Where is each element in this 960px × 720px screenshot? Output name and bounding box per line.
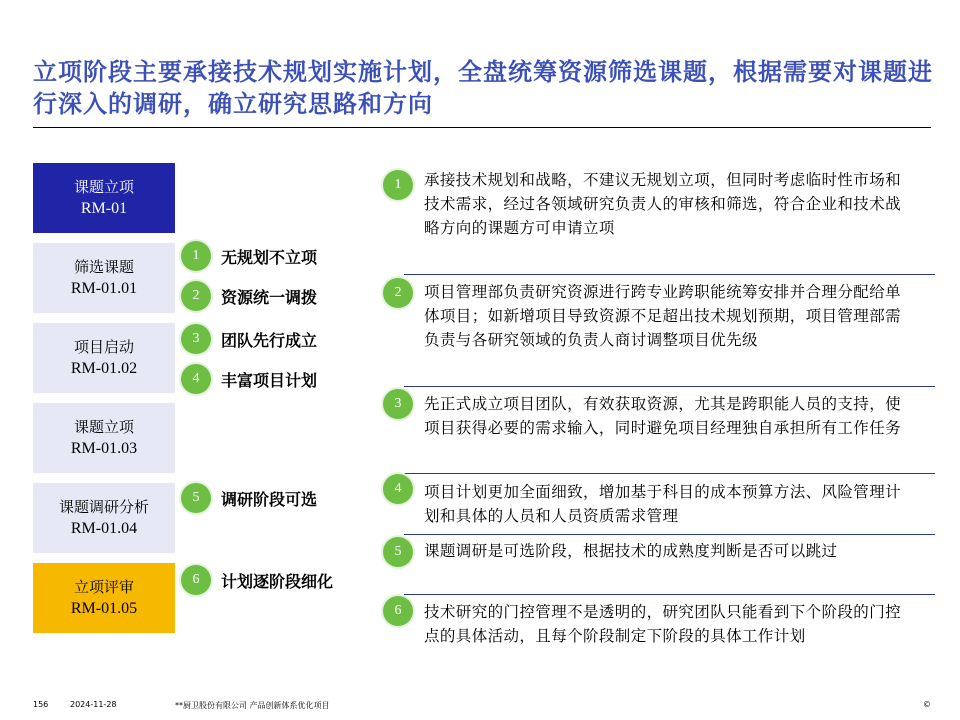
principle-label: 计划逐阶段细化 (221, 571, 334, 591)
principle-label: 团队先行成立 (221, 330, 318, 350)
principle-label: 资源统一调拨 (221, 287, 318, 307)
description-text-6: 技术研究的门控管理不是透明的，研究团队只能看到下个阶段的门控点的具体活动，且每个阶段制定下阶段的具体工作计划 (424, 603, 902, 645)
description-number-badge: 4 (383, 474, 413, 504)
stage-box-rm-01-01[interactable] (33, 243, 175, 313)
stage-box-rm-01[interactable] (33, 163, 175, 233)
stage-name: 筛选课题 (73, 258, 134, 276)
description-text-4: 项目计划更加全面细致，增加基于科目的成本预算方法、风险管理计划和具体的人员和人员资质需求管理 (424, 483, 902, 525)
description-number-badge: 2 (383, 278, 413, 308)
stage-name: 课题立项 (73, 418, 134, 436)
description-number-badge: 5 (383, 537, 413, 567)
description-divider (404, 386, 935, 387)
number-badge: 1 (181, 241, 211, 271)
description-text-2: 项目管理部负责研究资源进行跨专业跨职能统筹安排并合理分配给单体项目；如新增项目导致资源不足超出技术规划预期，项目管理部需负责与各研究领域的负责人商讨调整项目优先级 (424, 283, 902, 349)
principle-tag-5 (181, 482, 317, 514)
stage-box-rm-01-02[interactable] (33, 323, 175, 393)
principle-tag-1 (181, 240, 317, 272)
description-number-badge: 6 (383, 596, 413, 626)
title-divider (33, 127, 931, 128)
stage-code: RM-01 (80, 200, 128, 217)
page-number: 156 (33, 700, 49, 709)
number-badge: 3 (181, 324, 211, 354)
stage-code: RM-01.03 (70, 440, 138, 457)
stage-name: 立项评审 (73, 578, 134, 596)
description-number-badge: 3 (383, 389, 413, 419)
number-badge: 6 (181, 565, 211, 595)
stage-box-rm-01-04[interactable] (33, 483, 175, 553)
description-divider (404, 534, 935, 535)
footer-date: 2024-11-28 (70, 700, 117, 709)
number-badge: 2 (181, 281, 211, 311)
stage-name: 课题调研分析 (58, 498, 149, 516)
description-number-badge: 1 (383, 170, 413, 200)
principle-tag-6 (181, 564, 333, 596)
stage-code: RM-01.04 (70, 520, 138, 537)
principle-label: 调研阶段可选 (221, 489, 318, 509)
description-text-5: 课题调研是可选阶段，根据技术的成熟度判断是否可以跳过 (424, 542, 838, 560)
number-badge: 5 (181, 483, 211, 513)
number-badge: 4 (181, 364, 211, 394)
principle-tag-3 (181, 323, 317, 355)
stage-code: RM-01.02 (70, 360, 138, 377)
principle-label: 丰富项目计划 (221, 370, 318, 390)
description-divider (404, 274, 935, 275)
footer-company: **厨卫股份有限公司 产品创新体系优化项目 (175, 701, 330, 710)
stage-name: 项目启动 (73, 338, 134, 356)
stage-name: 课题立项 (73, 178, 134, 196)
principle-tag-2 (181, 280, 317, 312)
stage-code: RM-01.05 (70, 600, 138, 617)
description-text-1: 承接技术规划和战略，不建议无规划立项，但同时考虑临时性市场和技术需求，经过各领域研究负责人的审核和筛选，符合企业和技术战略方向的课题方可申请立项 (424, 171, 902, 237)
description-divider (404, 473, 935, 474)
copyright-mark: © (923, 700, 931, 709)
description-divider (404, 594, 935, 595)
principle-label: 无规划不立项 (221, 247, 318, 267)
page-title: 立项阶段主要承接技术规划实施计划，全盘统筹资源筛选课题，根据需要对课题进行深入的调研，确立研究思路和方向 (33, 57, 933, 118)
stage-code: RM-01.01 (70, 280, 138, 297)
description-text-3: 先正式成立项目团队，有效获取资源，尤其是跨职能人员的支持，使项目获得必要的需求输入，同时避免项目经理独自承担所有工作任务 (424, 395, 902, 437)
principle-tag-4 (181, 363, 317, 395)
stage-box-rm-01-05[interactable] (33, 563, 175, 633)
stage-box-rm-01-03[interactable] (33, 403, 175, 473)
